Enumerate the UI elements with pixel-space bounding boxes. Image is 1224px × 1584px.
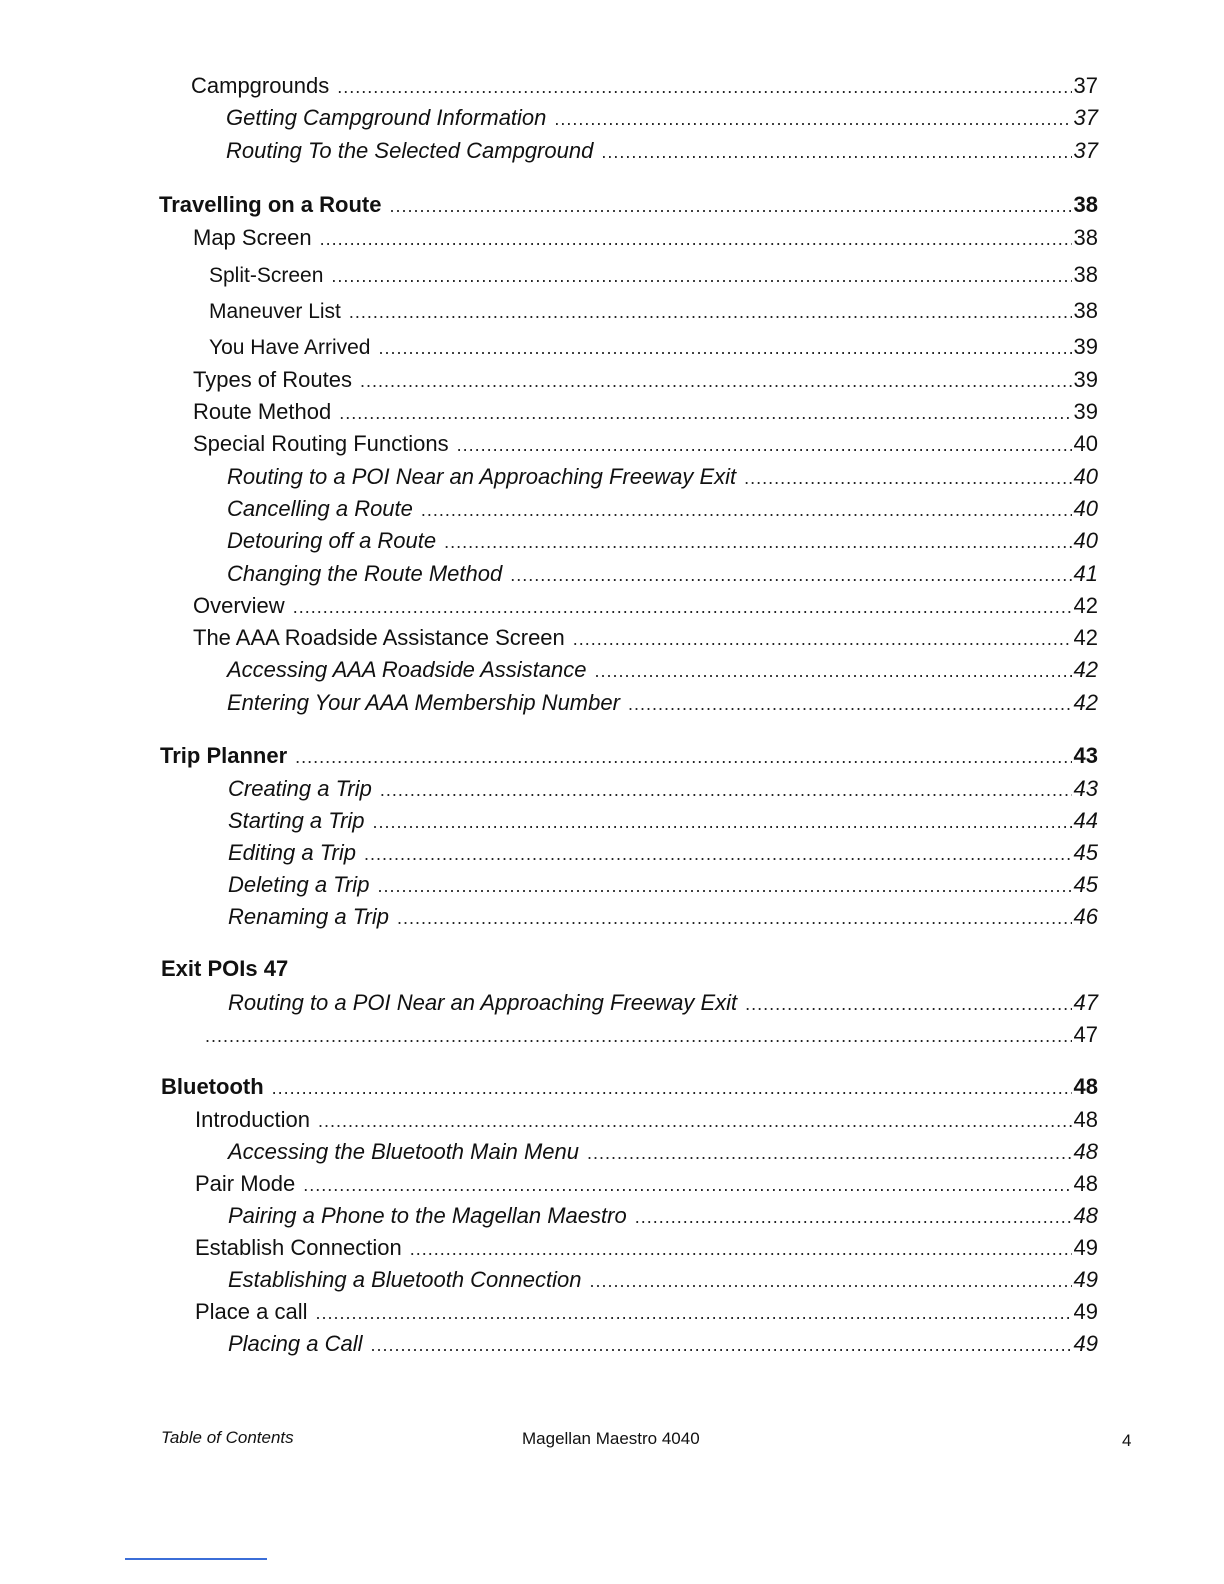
link-underline-decoration — [125, 1558, 267, 1560]
toc-entry-title: Place a call — [195, 1299, 308, 1324]
dot-leader — [316, 1298, 1072, 1328]
toc-entry-title: Cancelling a Route — [227, 496, 413, 521]
toc-entry-page: 40 — [1073, 431, 1098, 456]
dot-leader — [379, 333, 1072, 363]
toc-entry-page: 37 — [1073, 105, 1098, 130]
toc-section-heading-exit-pois[interactable]: Exit POIs 47 — [161, 956, 289, 981]
toc-entry-page: 42 — [1073, 657, 1098, 682]
toc-entry-title: Routing to a POI Near an Approaching Freeway Exit — [227, 464, 737, 489]
toc-entry-page: 37 — [1073, 138, 1098, 163]
toc-entry-page: 48 — [1073, 1074, 1098, 1099]
toc-entry-page: 40 — [1073, 528, 1098, 553]
toc-entry[interactable] — [228, 1137, 1098, 1167]
toc-entry-title: Map Screen — [193, 225, 312, 250]
toc-entry-title: Deleting a Trip — [228, 872, 370, 897]
toc-entry[interactable] — [228, 870, 1098, 900]
dot-leader — [397, 903, 1072, 933]
toc-entry[interactable] — [227, 526, 1098, 556]
toc-entry[interactable] — [226, 103, 1098, 133]
toc-entry-page: 48 — [1073, 1171, 1098, 1196]
dot-leader — [444, 527, 1071, 557]
toc-entry[interactable] — [209, 332, 1098, 362]
toc-section-heading[interactable] — [160, 741, 1098, 771]
toc-entry-page: 40 — [1073, 464, 1098, 489]
toc-entry-page: 43 — [1073, 776, 1098, 801]
toc-entry[interactable] — [195, 1297, 1098, 1327]
dot-leader — [272, 1073, 1072, 1103]
dot-leader — [745, 989, 1071, 1019]
toc-entry[interactable] — [227, 559, 1098, 589]
toc-entry[interactable] — [193, 623, 1098, 653]
toc-entry-page: 47 — [1073, 1022, 1098, 1047]
dot-leader — [421, 495, 1072, 525]
toc-entry-page: 38 — [1073, 262, 1098, 287]
toc-entry-page: 39 — [1073, 367, 1098, 392]
dot-leader — [389, 191, 1071, 221]
toc-entry-title: Pairing a Phone to the Magellan Maestro — [228, 1203, 627, 1228]
toc-entry-page: 49 — [1073, 1235, 1098, 1260]
toc-entry-title: Trip Planner — [160, 743, 288, 768]
dot-leader — [554, 104, 1071, 134]
toc-entry[interactable] — [228, 1265, 1098, 1295]
toc-entry-page: 38 — [1073, 225, 1098, 250]
toc-entry[interactable] — [209, 296, 1098, 326]
toc-entry-page: 40 — [1073, 496, 1098, 521]
toc-entry-title: Bluetooth — [161, 1074, 264, 1099]
toc-entry-title: Routing to a POI Near an Approaching Freeway Exit — [228, 990, 738, 1015]
toc-entry-page: 44 — [1073, 808, 1098, 833]
dot-leader — [364, 839, 1072, 869]
toc-entry-page: 48 — [1073, 1203, 1098, 1228]
toc-entry-page: 43 — [1073, 743, 1098, 768]
toc-entry-title: Route Method — [193, 399, 332, 424]
toc-entry-page: 39 — [1073, 334, 1098, 359]
toc-entry[interactable] — [193, 365, 1098, 395]
toc-entry-page: 49 — [1073, 1299, 1098, 1324]
toc-entry-title: You Have Arrived — [209, 336, 371, 359]
toc-entry-title: Maneuver List — [209, 300, 341, 323]
toc-entry-title: Editing a Trip — [228, 840, 356, 865]
toc-entry-title: Routing To the Selected Campground — [226, 138, 594, 163]
toc-entry-page: 38 — [1073, 192, 1098, 217]
toc-entry-page: 38 — [1073, 298, 1098, 323]
toc-entry-untitled[interactable] — [205, 1020, 1098, 1050]
toc-entry-page: 49 — [1073, 1267, 1098, 1292]
dot-leader — [601, 137, 1071, 167]
toc-entry-title: Getting Campground Information — [226, 105, 547, 130]
dot-leader — [295, 742, 1071, 772]
toc-entry-page: 42 — [1073, 690, 1098, 715]
dot-leader — [339, 398, 1071, 428]
toc-entry-title: Establishing a Bluetooth Connection — [228, 1267, 582, 1292]
toc-entry-page: 46 — [1073, 904, 1098, 929]
toc-entry-title: Special Routing Functions — [193, 431, 449, 456]
footer-section-label: Table of Contents — [161, 1428, 294, 1447]
toc-entry-title: Introduction — [195, 1107, 310, 1132]
dot-leader — [205, 1021, 1072, 1051]
toc-entry[interactable] — [191, 71, 1098, 101]
toc-entry-page: 49 — [1073, 1331, 1098, 1356]
toc-entry[interactable] — [193, 223, 1098, 253]
dot-leader — [377, 871, 1071, 901]
toc-entry[interactable] — [228, 1329, 1098, 1359]
dot-leader — [320, 224, 1072, 254]
toc-entry[interactable] — [228, 806, 1098, 836]
toc-entry[interactable] — [228, 1201, 1098, 1231]
toc-entry[interactable] — [228, 838, 1098, 868]
toc-entry[interactable] — [193, 429, 1098, 459]
toc-entry[interactable] — [195, 1169, 1098, 1199]
toc-entry-title: Travelling on a Route — [159, 192, 382, 217]
toc-entry-page: 47 — [1073, 990, 1098, 1015]
toc-entry[interactable] — [193, 397, 1098, 427]
toc-entry-title: Entering Your AAA Membership Number — [227, 690, 620, 715]
dot-leader — [360, 366, 1072, 396]
dot-leader — [628, 689, 1072, 719]
toc-entry[interactable] — [227, 688, 1098, 718]
dot-leader — [635, 1202, 1072, 1232]
dot-leader — [510, 560, 1071, 590]
dot-leader — [589, 1266, 1071, 1296]
footer-page-number: 4 — [1122, 1431, 1132, 1450]
dot-leader — [587, 1138, 1072, 1168]
toc-entry-title: Placing a Call — [228, 1331, 363, 1356]
toc-entry-title: Creating a Trip — [228, 776, 372, 801]
toc-entry-page: 42 — [1073, 593, 1098, 618]
dot-leader — [303, 1170, 1071, 1200]
toc-entry-page: 45 — [1073, 840, 1098, 865]
toc-entry-page: 41 — [1073, 561, 1098, 586]
toc-entry-title: Overview — [193, 593, 285, 618]
toc-entry-title: Accessing AAA Roadside Assistance — [227, 657, 587, 682]
toc-entry-title: Establish Connection — [195, 1235, 402, 1260]
toc-entry[interactable] — [227, 655, 1098, 685]
toc-entry-title: Renaming a Trip — [228, 904, 389, 929]
dot-leader — [337, 72, 1071, 102]
dot-leader — [373, 807, 1072, 837]
toc-entry-page: 39 — [1073, 399, 1098, 424]
dot-leader — [371, 1330, 1072, 1360]
toc-entry[interactable] — [195, 1105, 1098, 1135]
toc-entry-page: 48 — [1073, 1107, 1098, 1132]
dot-leader — [331, 261, 1071, 291]
toc-section-heading[interactable] — [159, 190, 1098, 220]
dot-leader — [410, 1234, 1072, 1264]
toc-entry-page: 37 — [1073, 73, 1098, 98]
toc-entry[interactable] — [228, 774, 1098, 804]
toc-entry-title: Changing the Route Method — [227, 561, 503, 586]
toc-section-heading[interactable] — [161, 1072, 1098, 1102]
dot-leader — [293, 592, 1072, 622]
footer-product-name: Magellan Maestro 4040 — [522, 1429, 700, 1448]
toc-entry-title: Types of Routes — [193, 367, 352, 392]
toc-entry[interactable] — [226, 136, 1098, 166]
toc-entry-page: 42 — [1073, 625, 1098, 650]
toc-entry[interactable] — [228, 988, 1098, 1018]
dot-leader — [380, 775, 1072, 805]
toc-entry[interactable] — [209, 260, 1098, 290]
toc-entry-title: The AAA Roadside Assistance Screen — [193, 625, 565, 650]
dot-leader — [595, 656, 1072, 686]
dot-leader — [318, 1106, 1072, 1136]
dot-leader — [457, 430, 1072, 460]
toc-entry-page: 48 — [1073, 1139, 1098, 1164]
toc-entry-title: Detouring off a Route — [227, 528, 437, 553]
toc-entry-title: Split-Screen — [209, 264, 324, 287]
toc-entry[interactable] — [193, 591, 1098, 621]
toc-entry-page: 45 — [1073, 872, 1098, 897]
toc-entry[interactable] — [228, 902, 1098, 932]
toc-entry-title: Campgrounds — [191, 73, 330, 98]
dot-leader — [573, 624, 1072, 654]
toc-entry-title: Starting a Trip — [228, 808, 365, 833]
toc-entry-title: Accessing the Bluetooth Main Menu — [228, 1139, 579, 1164]
toc-entry[interactable] — [227, 462, 1098, 492]
dot-leader — [744, 463, 1071, 493]
toc-entry-title: Pair Mode — [195, 1171, 296, 1196]
toc-entry[interactable] — [227, 494, 1098, 524]
toc-entry[interactable] — [195, 1233, 1098, 1263]
dot-leader — [349, 297, 1072, 327]
